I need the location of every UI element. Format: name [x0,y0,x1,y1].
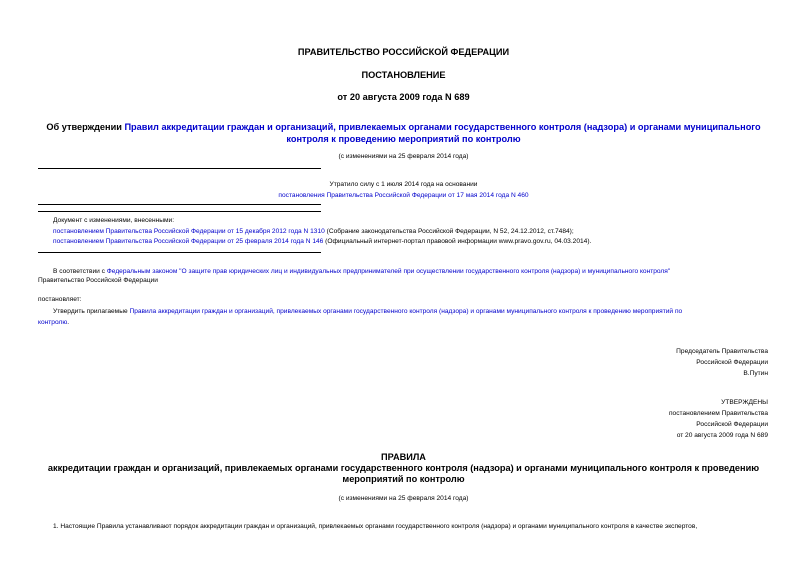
divider [38,211,321,212]
rules-link-cont[interactable]: контролю [38,319,68,326]
approved-by: постановлением Правительства [668,410,768,417]
divider [38,168,321,169]
divider [38,252,321,253]
changes-item-2-source: (Официальный интернет-портал правовой информации www.pravo.gov.ru, 04.03.2014). [323,238,592,245]
approve-line1 [53,308,682,315]
title-prefix: Об утверждении [46,122,125,132]
rules-title-link[interactable]: Правил аккредитации граждан и организаций, привлекаемых органами государственного контроля (надзора) и органами муниципального [124,122,761,132]
preamble-paragraph [53,266,768,277]
signature-title: Председатель Правительства [676,348,768,355]
approve-start: Утвердить прилагаемые [53,308,130,315]
changes-item-2 [53,238,591,245]
changes-item-1 [53,228,574,235]
amended-note: (с изменениями на 25 февраля 2014 года) [338,153,469,160]
preamble-start: В соответствии с [53,268,107,275]
document-title-line1 [0,122,807,132]
rules-subtitle-line2: мероприятий по контролю [342,474,465,484]
amendment-link-2014[interactable]: постановлением Правительства Российской Федерации от 25 февраля 2014 года N 146 [53,238,324,245]
preamble-end: Правительство Российской Федерации [38,277,158,284]
changes-intro: Документ с изменениями, внесенными: [53,217,175,224]
approved-date: от 20 августа 2009 года N 689 [676,432,768,439]
signature-name: В.Путин [743,370,768,377]
government-heading: ПРАВИТЕЛЬСТВО РОССИЙСКОЙ ФЕДЕРАЦИИ [297,47,510,57]
rules-amended-note: (с изменениями на 25 февраля 2014 года) [338,495,469,502]
document-date-number: от 20 августа 2009 года N 689 [337,92,470,102]
amendment-link-2012[interactable]: постановлением Правительства Российской Федерации от 15 декабря 2012 года N 1310 [53,228,325,235]
federal-law-link[interactable]: Федеральным законом "О защите прав юридических лиц и индивидуальных предпринимателей при осуществлении государственного контроля (надзора) и муниципального контроля" [106,268,671,275]
approved-country: Российской Федерации [696,421,768,428]
approve-end: . [67,319,70,326]
rules-link[interactable]: Правила аккредитации граждан и организаций, привлекаемых органами государственного контроля (надзора) и органами муниципального контроля к проведению мероприятий по [129,308,683,315]
document-title-line2 [0,134,807,144]
approve-line2 [38,319,69,326]
resolves-text: постановляет: [38,296,82,303]
changes-item-1-source: (Собрание законодательства Российской Федерации, N 52, 24.12.2012, ст.7484); [324,228,574,235]
rules-heading: ПРАВИЛА [381,452,426,462]
expired-basis-link[interactable]: постановления Правительства Российской Федерации от 17 мая 2014 года N 460 [278,192,529,199]
rules-title-link-cont[interactable]: контроля к проведению мероприятий по контролю [286,134,521,144]
approved-heading: УТВЕРЖДЕНЫ [721,399,768,406]
divider [38,204,321,205]
rules-subtitle-line1: аккредитации граждан и организаций, привлекаемых органами государственного контроля (надзора) и органами муниципального контроля к проведению [47,463,760,473]
signature-country: Российской Федерации [696,359,768,366]
expired-link-line [0,192,807,199]
document-type: ПОСТАНОВЛЕНИЕ [361,70,446,80]
expired-text: Утратило силу с 1 июля 2014 года на основании [329,181,478,188]
rules-point-1: 1. Настоящие Правила устанавливают порядок аккредитации граждан и организаций, привлекаемых органами государственного контроля (надзора) и органами муниципального контроля в качестве экспертов, [53,523,698,530]
